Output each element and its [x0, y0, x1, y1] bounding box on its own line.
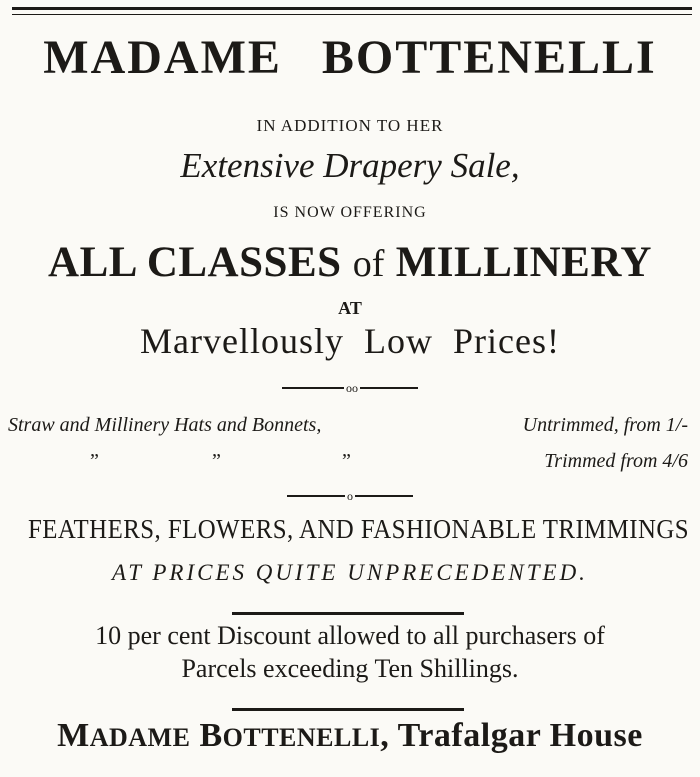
- drapery-sale-line: Extensive Drapery Sale,: [180, 146, 520, 185]
- ditto-mark: ”: [342, 450, 351, 472]
- item-trimmed-price: Trimmed from 4/6: [544, 450, 688, 472]
- footer-ottenelli: OTTENELLI: [222, 723, 381, 752]
- trimmings-line: FEATHERS, FLOWERS, AND FASHIONABLE TRIMMINGS: [28, 514, 690, 544]
- prices-line: Marvellously Low Prices!: [140, 321, 560, 361]
- section-rule-2: [232, 708, 464, 711]
- divider-mark: o: [347, 489, 353, 504]
- footer-place: , Trafalgar House: [380, 717, 643, 754]
- addition-line: IN ADDITION TO HER: [256, 116, 444, 135]
- footer-initial-b: B: [199, 717, 223, 754]
- classes-part-1: ALL CLASSES: [48, 239, 342, 286]
- classes-part-2: MILLINERY: [395, 239, 652, 286]
- classes-of: of: [352, 243, 385, 285]
- footer-signature: [0, 717, 700, 755]
- headline: [0, 30, 700, 85]
- headline-first-word: MADAME: [43, 31, 282, 84]
- item-row-hats: [8, 414, 688, 437]
- footer-adame: ADAME: [89, 723, 191, 752]
- ornamental-divider-2: [0, 489, 700, 502]
- divider-mark: oo: [346, 381, 358, 396]
- top-border-thin-rule: [12, 14, 692, 15]
- headline-last-word: BOTTENELLI: [321, 31, 657, 84]
- top-border-rule: [12, 7, 692, 10]
- item-hats-untrimmed-price: Untrimmed, from 1/-: [522, 414, 688, 436]
- unprecedented-line: AT PRICES QUITE UNPRECEDENTED.: [112, 560, 588, 585]
- discount-line-2: Parcels exceeding Ten Shillings.: [181, 654, 519, 683]
- divider-dash: [355, 495, 413, 497]
- millinery-headline: [0, 238, 700, 287]
- at-line: AT: [338, 298, 362, 318]
- divider-dash: [287, 495, 345, 497]
- discount-line-1: 10 per cent Discount allowed to all purchasers of: [95, 621, 605, 650]
- ornamental-divider-1: [0, 381, 700, 394]
- ditto-mark: ”: [212, 450, 221, 472]
- footer-initial-m: M: [57, 717, 90, 754]
- offering-line: IS NOW OFFERING: [273, 204, 427, 221]
- ditto-mark: ”: [90, 450, 99, 472]
- divider-dash: [360, 387, 418, 389]
- section-rule-1: [232, 612, 464, 615]
- divider-dash: [282, 387, 344, 389]
- item-hats-description: Straw and Millinery Hats and Bonnets,: [8, 414, 322, 436]
